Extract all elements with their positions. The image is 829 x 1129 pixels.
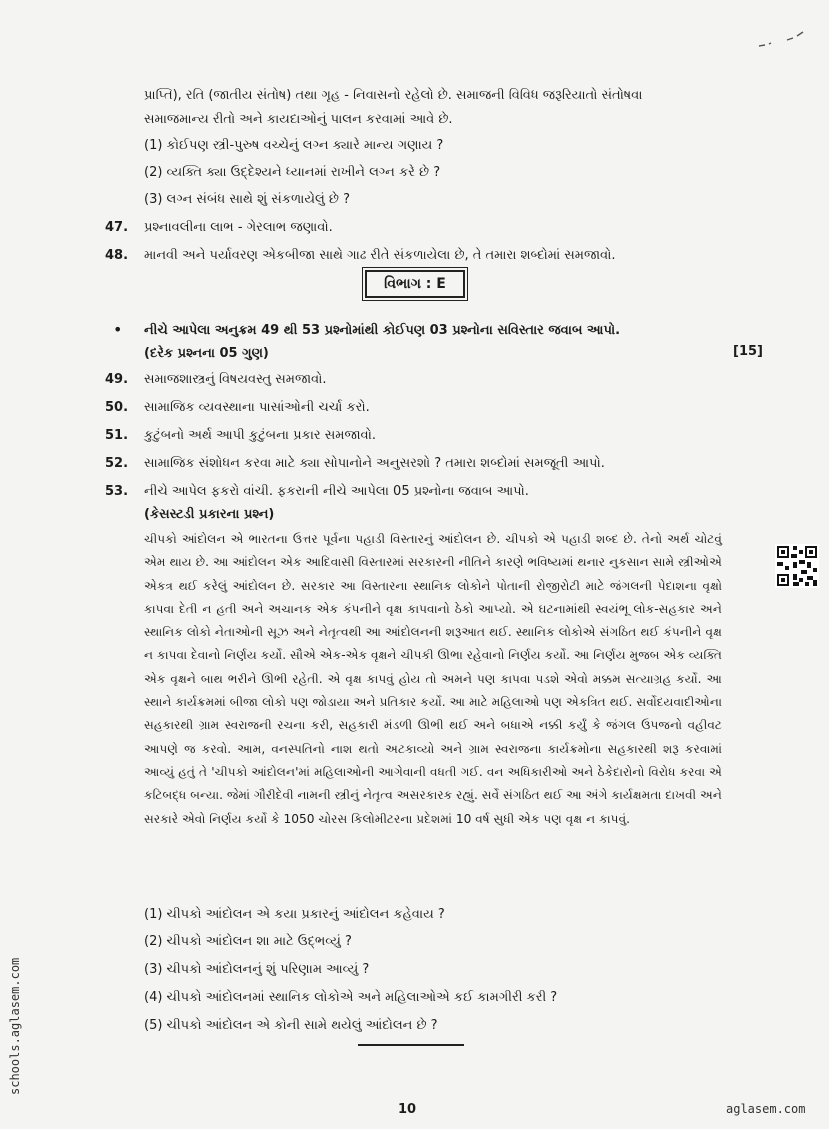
q53-number: 53. [105,484,129,499]
q50-text: સામાજિક વ્યવસ્થાના પાસાંઓની ચર્ચા કરો. [144,400,370,415]
end-rule [358,1044,464,1046]
q53-sub-1: (1) ચીપકો આંદોલન એ કયા પ્રકારનું આંદોલન કહેવાય ? [144,907,445,922]
q52-text: સામાજિક સંશોધન કરવા માટે ક્યા સોપાનોને અનુસરશો ? તમારા શબ્દોમાં સમજૂતી આપો. [144,456,605,471]
intro-line-1: પ્રાપ્તિ), રતિ (જાતીય સંતોષ) તથા ગૃહ - નિવાસનો રહેલો છે. સમાજની વિવિધ જરૂરિયાતો સંતોષવા [144,88,643,103]
section-e-label: વિભાગ : E [365,270,465,298]
q46-sub-1: (1) કોઈપણ સ્ત્રી-પુરુષ વચ્ચેનું લગ્ન ક્યારે માન્ય ગણાય ? [144,138,444,153]
intro-line-2: સમાજમાન્ય રીતો અને કાયદાઓનું પાલન કરવામાં આવે છે. [144,112,453,127]
q47-number: 47. [105,220,129,235]
q46-sub-3: (3) લગ્ન સંબંધ સાથે શું સંકળાયેલું છે ? [144,192,351,207]
q53-sub-2: (2) ચીપકો આંદોલન શા માટે ઉદ્ભવ્યું ? [144,934,352,949]
section-marks: [15] [733,344,763,359]
case-study-label: (કેસસ્ટડી પ્રકારના પ્રશ્ન) [144,507,275,522]
watermark-left: schools.aglasem.com [8,957,22,1095]
q48-number: 48. [105,248,129,263]
q46-sub-2: (2) વ્યક્તિ ક્યા ઉદ્દેશ્યને ધ્યાનમાં રાખીને લગ્ન કરે છે ? [144,165,441,180]
instruction-line-2: (દરેક પ્રશ્નના 05 ગુણ) [144,346,269,361]
q48-text: માનવી અને પર્યાવરણ એકબીજા સાથે ગાઢ રીતે સંકળાયેલા છે, તે તમારા શબ્દોમાં સમજાવો. [144,248,616,263]
instruction-line-1: નીચે આપેલા અનુક્રમ 49 થી 53 પ્રશ્નોમાંથી કોઈપણ 03 પ્રશ્નોના સવિસ્તાર જવાબ આપો. [144,323,621,338]
qr-code-icon [775,544,819,588]
q53-sub-3: (3) ચીપકો આંદોલનનું શું પરિણામ આવ્યું ? [144,962,370,977]
pen-mark-icon [757,30,807,50]
q49-text: સમાજશાસ્ત્રનું વિષયવસ્તુ સમજાવો. [144,372,327,387]
q49-number: 49. [105,372,129,387]
q53-sub-4: (4) ચીપકો આંદોલનમાં સ્થાનિક લોકોએ અને મહિલાઓએ કઈ કામગીરી કરી ? [144,990,558,1005]
q47-text: પ્રશ્નાવલીના લાભ - ગેરલાભ જણાવો. [144,220,333,235]
q52-number: 52. [105,456,129,471]
q50-number: 50. [105,400,129,415]
q53-sub-5: (5) ચીપકો આંદોલન એ કોની સામે થયેલું આંદોલન છે ? [144,1018,438,1033]
case-study-passage: ચીપકો આંદોલન એ ભારતના ઉત્તર પૂર્વના પહાડી વિસ્તારનું આંદોલન છે. ચીપકો એ પહાડી શબ્દ છે. તેનો અર્થ ચોટવું એમ થાય છે. આ આંદોલન એક આદિવાસી વિસ્તારમાં સરકારની નીતિને કારણે ભવિષ્યમાં થનાર નુકસાન સામે સ્ત્રીઓએ એકત્ર થઈ કરેલું આંદોલન છે. સરકાર આ વિસ્તારના સ્થાનિક લોકોને પોતાની રોજીરોટી માટે જંગલની પેદાશના વૃક્ષો કાપવા દેતી ન હતી અને અચાનક એક કંપનીને વૃક્ષ કાપવાનો ઠેકો આપ્યો. એ ઘટનામાંથી સ્વયંભૂ લોક-સહકાર અને સ્થાનિક લોકો નેતાઓની સૂઝ અને નેતૃત્વથી આ આંદોલનની શરૂઆત થઈ. સ્થાનિક લોકોએ સંગઠિત થઈ કંપનીને વૃક્ષ ન કાપવા દેવાનો નિર્ણય કર્યો. સૌએ એક-એક વૃક્ષને ચીપકી ઊભા રહેવાનો નિર્ણય કર્યો. આ નિર્ણય મુજબ એક વ્યક્તિ એક વૃક્ષને બાથ ભરીને ઊભી રહેતી. એ વૃક્ષ કાપવું હોય તો અમને પણ કાપવા પડશે એવો મક્કમ સત્યાગ્રહ કર્યો. આ સ્થાને કાર્યક્રમમાં બીજા લોકો પણ જોડાયા અને પ્રતિકાર કર્યો. આ માટે મહિલાઓ પણ એકત્રિત થઈ. સર્વોદયવાદીઓના સહકારથી ગ્રામ સ્વરાજની રચના કરી, સહકારી મંડળી ઊભી થઈ અને બધાએ નક્કી કર્યું કે જંગલ ઉપજનો વહીવટ આપણે જ કરવો. આમ, વનસ્પતિનો નાશ થતો અટકાવ્યો અને ગ્રામ સ્વરાજના કાર્યક્રમોના સહકારથી શરૂ કરવામાં આવ્યું હતું તે 'ચીપકો આંદોલન'માં મહિલાઓની આગેવાની વધતી ગઈ. વન અધિકારીઓ અને ઠેકેદારોનો વિરોધ કરવા એ કટિબદ્ધ બન્યા. જેમાં ગૌરીદેવી નામની સ્ત્રીનું નેતૃત્વ અસરકારક રહ્યું. સર્વે સંગઠિત થઈ આ અંગે કાર્યક્ષમતા દાખવી અને સરકારે એવો નિર્ણય કર્યો કે 1050 ચોરસ કિલોમીટરના પ્રદેશમાં 10 વર્ષ સુધી એક પણ વૃક્ષ ન કાપવું. [144,532,722,826]
watermark-right: aglasem.com [726,1102,806,1116]
q51-number: 51. [105,428,129,443]
page-number: 10 [398,1102,417,1117]
q51-text: કુટુંબનો અર્થ આપી કુટુંબના પ્રકાર સમજાવો. [144,428,376,443]
q53-text: નીચે આપેલ ફકરો વાંચી. ફકરાની નીચે આપેલા 05 પ્રશ્નોના જવાબ આપો. [144,484,529,499]
instruction-bullet: • [113,320,123,339]
